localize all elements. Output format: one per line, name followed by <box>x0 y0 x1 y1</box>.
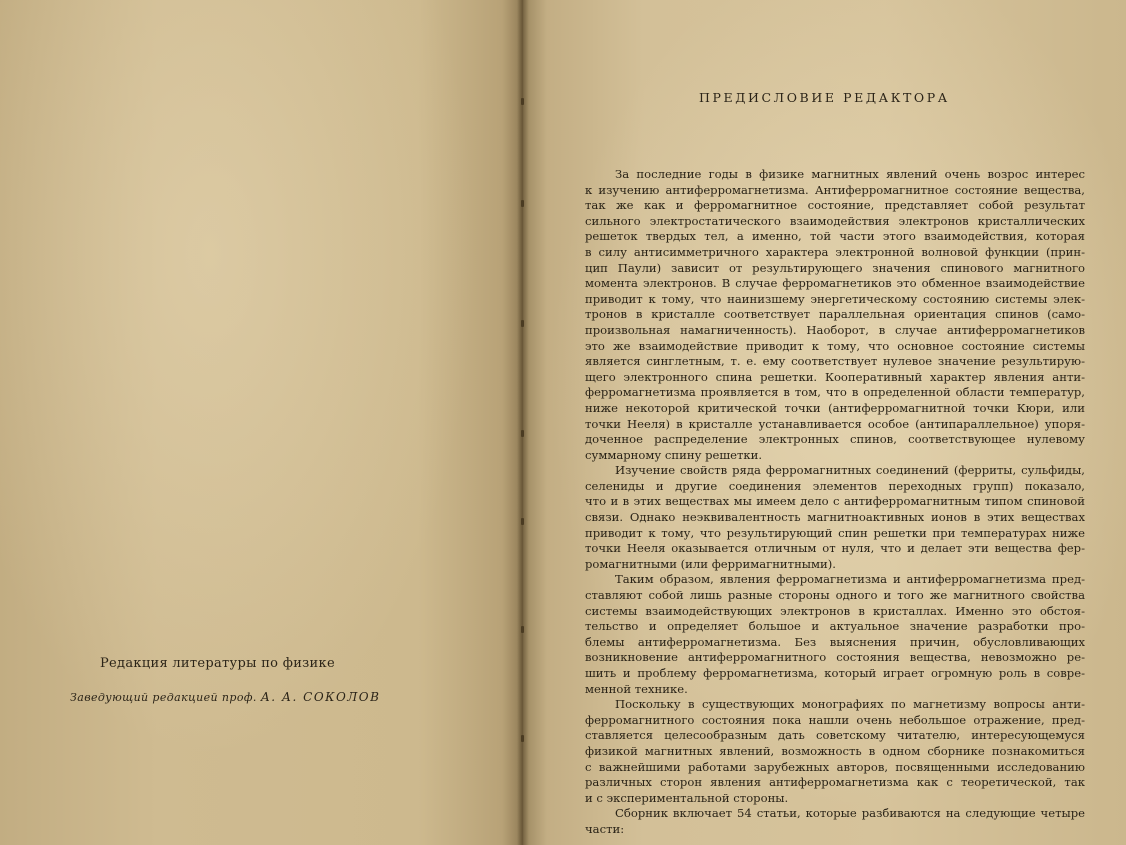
preface-line: системы взаимодействующих электронов в кристаллах. Именно это обстоя- <box>585 603 1085 618</box>
preface-line: ромагнитными (или ферримагнитными). <box>585 556 836 571</box>
preface-line: щего электронного спина решетки. Кооперативный характер явления анти- <box>585 369 1085 384</box>
preface-line: селениды и другие соединения элементов переходных групп) показало, <box>585 478 1085 493</box>
preface-line: различных сторон явления антиферромагнетизма как с теоретической, так <box>585 775 1085 790</box>
binding-stitch <box>521 430 524 437</box>
preface-line: блемы антиферромагнетизма. Без выяснения причин, обусловливающих <box>585 634 1085 649</box>
binding-stitch <box>521 320 524 327</box>
preface-line: Изучение свойств ряда ферромагнитных соединений (ферриты, сульфиды, <box>615 463 1085 478</box>
preface-line: момента электронов. В случае ферромагнетиков это обменное взаимодействие <box>585 276 1085 291</box>
preface-line: возникновение антиферромагнитного состояния вещества, невозможно ре- <box>585 650 1085 665</box>
binding-stitch <box>521 98 524 105</box>
preface-line: точки Нееля оказывается отличным от нуля, что и делает эти вещества фер- <box>585 541 1085 556</box>
preface-line: произвольная намагниченность). Наоборот, в случае антиферромагнетиков <box>585 322 1085 337</box>
preface-line: и с экспериментальной стороны. <box>585 790 789 805</box>
preface-line: ставляется целесообразным дать советскому читателю, интересующемуся <box>585 728 1085 743</box>
preface-line: это же взаимодействие приводит к тому, что основное состояние системы <box>585 338 1085 353</box>
preface-line: физикой магнитных явлений, возможность в одном сборнике познакомиться <box>585 743 1085 758</box>
preface-line: ниже некоторой критической точки (антиферромагнитной точки Кюри, или <box>585 400 1085 415</box>
preface-line: в силу антисимметричного характера электронной волновой функции (прин- <box>585 244 1085 259</box>
right-page <box>523 0 1126 845</box>
preface-line: Сборник включает 54 статьи, которые разбиваются на следующие четыре <box>615 806 1085 821</box>
preface-line: решеток твердых тел, а именно, той части этого взаимодействия, которая <box>585 229 1085 244</box>
preface-line: точки Нееля) в кристалле устанавливается особое (антипараллельное) упоря- <box>585 416 1085 431</box>
binding-stitch <box>521 626 524 633</box>
preface-line: приводит к тому, что наинизшему энергетическому состоянию системы элек- <box>585 291 1085 306</box>
binding-stitch <box>521 518 524 525</box>
preface-line: доченное распределение электронных спинов, соответствующее нулевому <box>585 432 1085 447</box>
preface-line: ставляют собой лишь разные стороны одного и того же магнитного свойства <box>585 588 1085 603</box>
preface-line: ферромагнитного состояния пока нашли очень небольшое отражение, пред- <box>585 712 1085 727</box>
preface-body <box>585 167 1085 838</box>
preface-line: менной технике. <box>585 681 688 696</box>
preface-line: что и в этих веществах мы имеем дело с антиферромагнитным типом спиновой <box>585 494 1085 509</box>
preface-line: к изучению антиферромагнетизма. Антиферромагнитное состояние вещества, <box>585 182 1085 197</box>
book-gutter <box>517 0 529 845</box>
managing-editor-label: Заведующий редакцией проф. <box>70 691 257 704</box>
publisher-department: Редакция литературы по физике <box>100 656 335 671</box>
left-page <box>0 0 523 845</box>
preface-line: части: <box>585 821 625 836</box>
binding-stitch <box>521 200 524 207</box>
preface-line: с важнейшими работами зарубежных авторов, посвященными исследованию <box>585 759 1085 774</box>
preface-line: Таким образом, явления ферромагнетизма и антиферромагнетизма пред- <box>615 572 1085 587</box>
preface-line: приводит к тому, что результирующий спин решетки при температурах ниже <box>585 525 1085 540</box>
preface-line: связи. Однако неэквивалентность магнитноактивных ионов в этих веществах <box>585 510 1085 525</box>
preface-heading: ПРЕДИСЛОВИЕ РЕДАКТОРА <box>699 90 950 105</box>
preface-line: тронов в кристалле соответствует параллельная ориентация спинов (само- <box>585 307 1085 322</box>
preface-line: ферромагнетизма проявляется в том, что в определенной области температур, <box>585 385 1085 400</box>
preface-line: так же как и ферромагнитное состояние, представляет собой результат <box>585 198 1085 213</box>
preface-line: За последние годы в физике магнитных явлений очень возрос интерес <box>615 167 1085 181</box>
preface-line: тельство и определяет большое и актуальное значение разработки про- <box>585 619 1085 634</box>
preface-line: является синглетным, т. е. ему соответствует нулевое значение результирую- <box>585 354 1085 369</box>
preface-line: Поскольку в существующих монографиях по магнетизму вопросы анти- <box>615 697 1085 712</box>
managing-editor-line <box>70 690 490 704</box>
preface-line: сильного электростатического взаимодействия электронов кристаллических <box>585 213 1085 228</box>
managing-editor-name: А. А. СОКОЛОВ <box>260 690 381 704</box>
preface-line: цип Паули) зависит от результирующего значения спинового магнитного <box>585 260 1085 275</box>
preface-line: шить и проблему ферромагнетизма, который играет огромную роль в совре- <box>585 666 1085 680</box>
binding-stitch <box>521 735 524 742</box>
preface-line: суммарному спину решетки. <box>585 447 763 462</box>
